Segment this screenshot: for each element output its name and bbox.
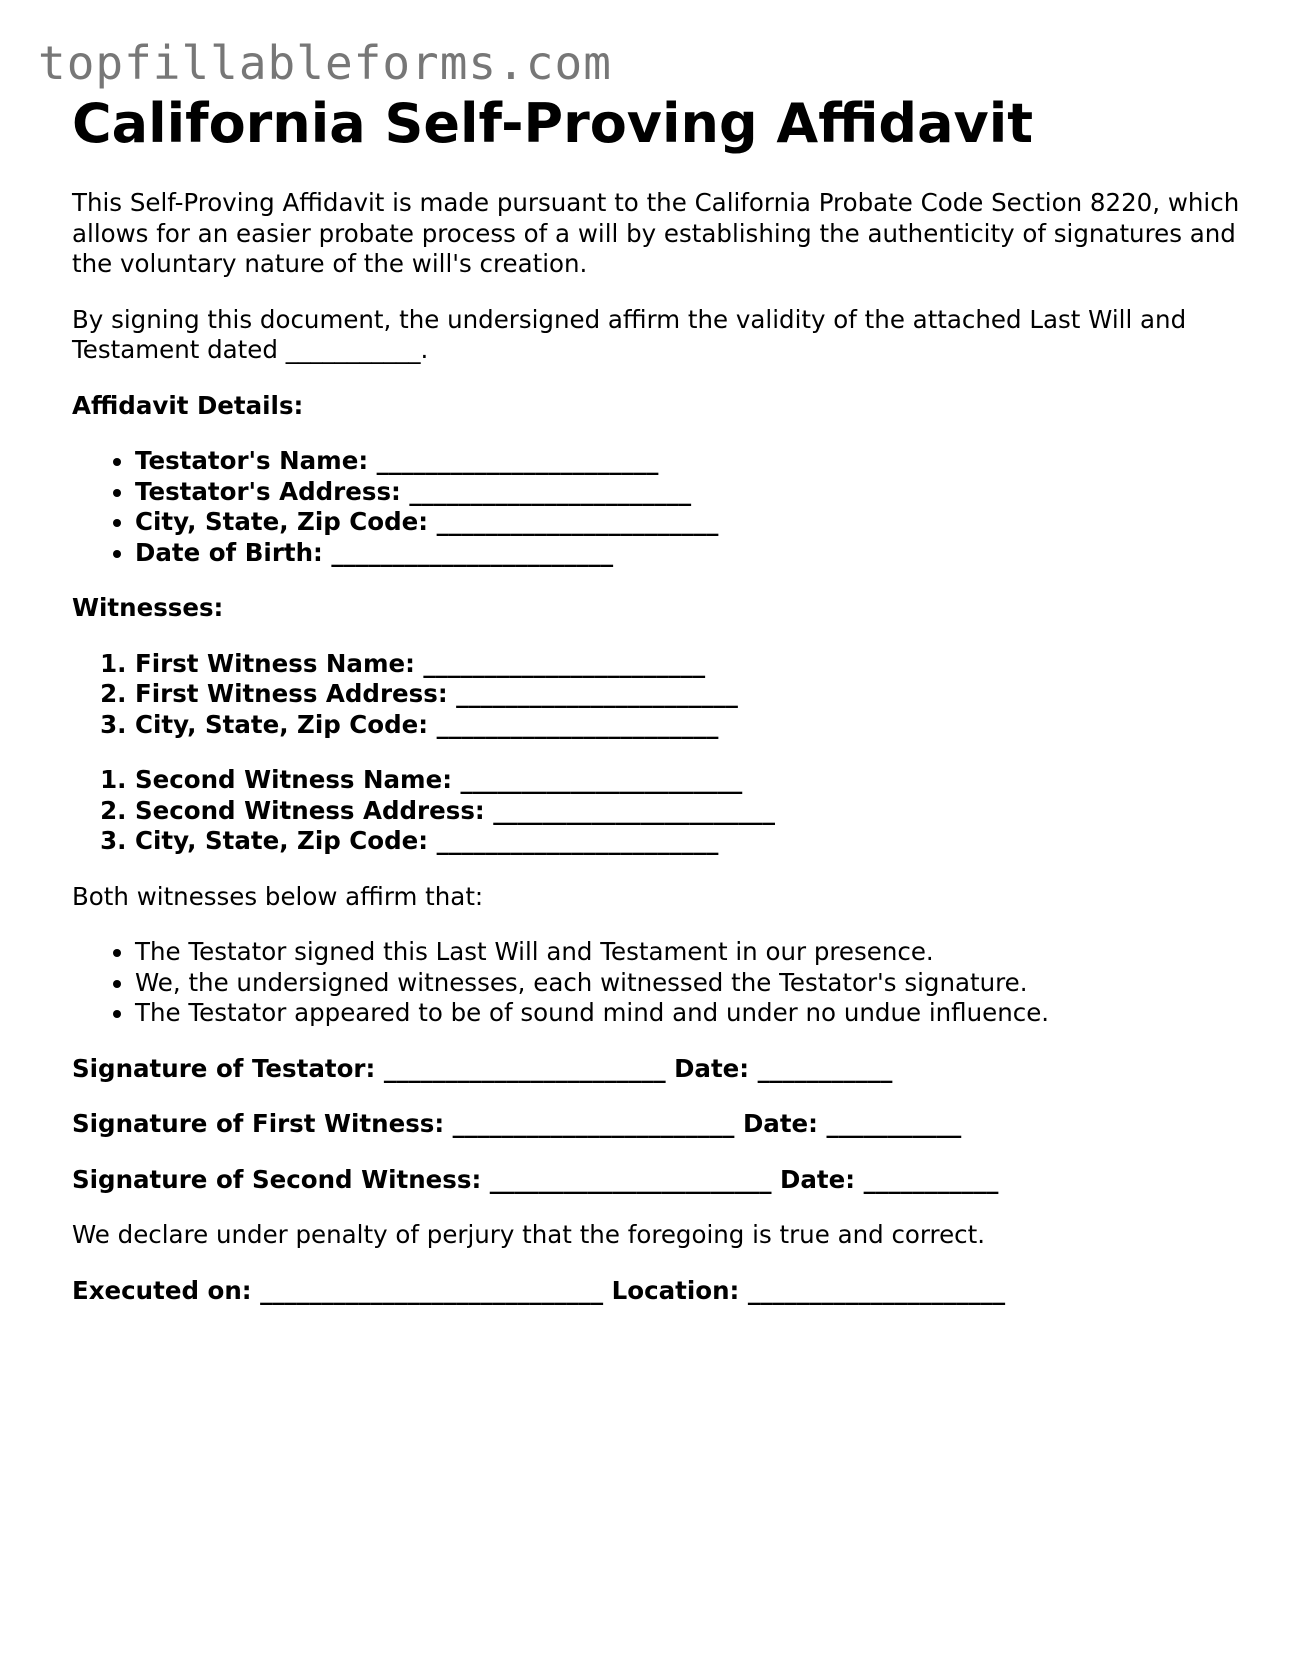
first-witness-address-field: 2. First Witness Address: _______________________ (135, 679, 1242, 710)
executed-line: Executed on: ____________________________ Location: _____________________ (72, 1275, 1006, 1305)
statement-item: • The Testator signed this Last Will and Testament in our presence. (135, 937, 1242, 968)
testator-name-field: • Testator's Name: _______________________ (135, 446, 1242, 477)
second-witness-city-state-zip-field: 3. City, State, Zip Code: _______________________ (135, 826, 1242, 857)
statement-item: • The Testator appeared to be of sound mind and under no undue influence. (135, 998, 1242, 1029)
second-witness-list (72, 765, 1242, 857)
declaration-text: We declare under penalty of perjury that the foregoing is true and correct. (72, 1220, 986, 1249)
statements-lead: Both witnesses below affirm that: (72, 881, 484, 911)
testator-signature-line: Signature of Testator: _______________________ Date: ___________ (72, 1053, 893, 1083)
statement-item: • We, the undersigned witnesses, each witnessed the Testator's signature. (135, 968, 1242, 999)
document-page (72, 92, 1242, 1306)
affidavit-details-list (72, 446, 1242, 568)
testator-address-field: • Testator's Address: _______________________ (135, 477, 1242, 508)
intro-paragraph: This Self-Proving Affidavit is made pursuant to the California Probate Code Section 8220, which allows for an easier probate process of a will by establishing the authenticity of signatures and the voluntary nature of the will's creation. (72, 188, 1240, 278)
document-title: California Self-Proving Affidavit (72, 92, 1034, 155)
affidavit-details-heading: Affidavit Details: (72, 390, 304, 420)
watermark: topfillableforms.com (38, 36, 612, 90)
second-witness-name-field: 1. Second Witness Name: _______________________ (135, 765, 1242, 796)
witnesses-heading: Witnesses: (72, 593, 224, 622)
first-witness-city-state-zip-field: 3. City, State, Zip Code: _______________________ (135, 710, 1242, 741)
testator-city-state-zip-field: • City, State, Zip Code: _______________________ (135, 507, 1242, 538)
first-witness-signature-line: Signature of First Witness: _______________________ Date: ___________ (72, 1109, 962, 1138)
affirm-paragraph: By signing this document, the undersigned affirm the validity of the attached Last Will and Testament dated ___________. (72, 304, 1187, 364)
testator-date-of-birth-field: • Date of Birth: _______________________ (135, 538, 1242, 569)
statements-list (72, 937, 1242, 1029)
first-witness-name-field: 1. First Witness Name: _______________________ (135, 649, 1242, 680)
first-witness-list (72, 649, 1242, 741)
second-witness-signature-line: Signature of Second Witness: _______________________ Date: ___________ (72, 1164, 999, 1194)
second-witness-address-field: 2. Second Witness Address: _______________________ (135, 796, 1242, 827)
